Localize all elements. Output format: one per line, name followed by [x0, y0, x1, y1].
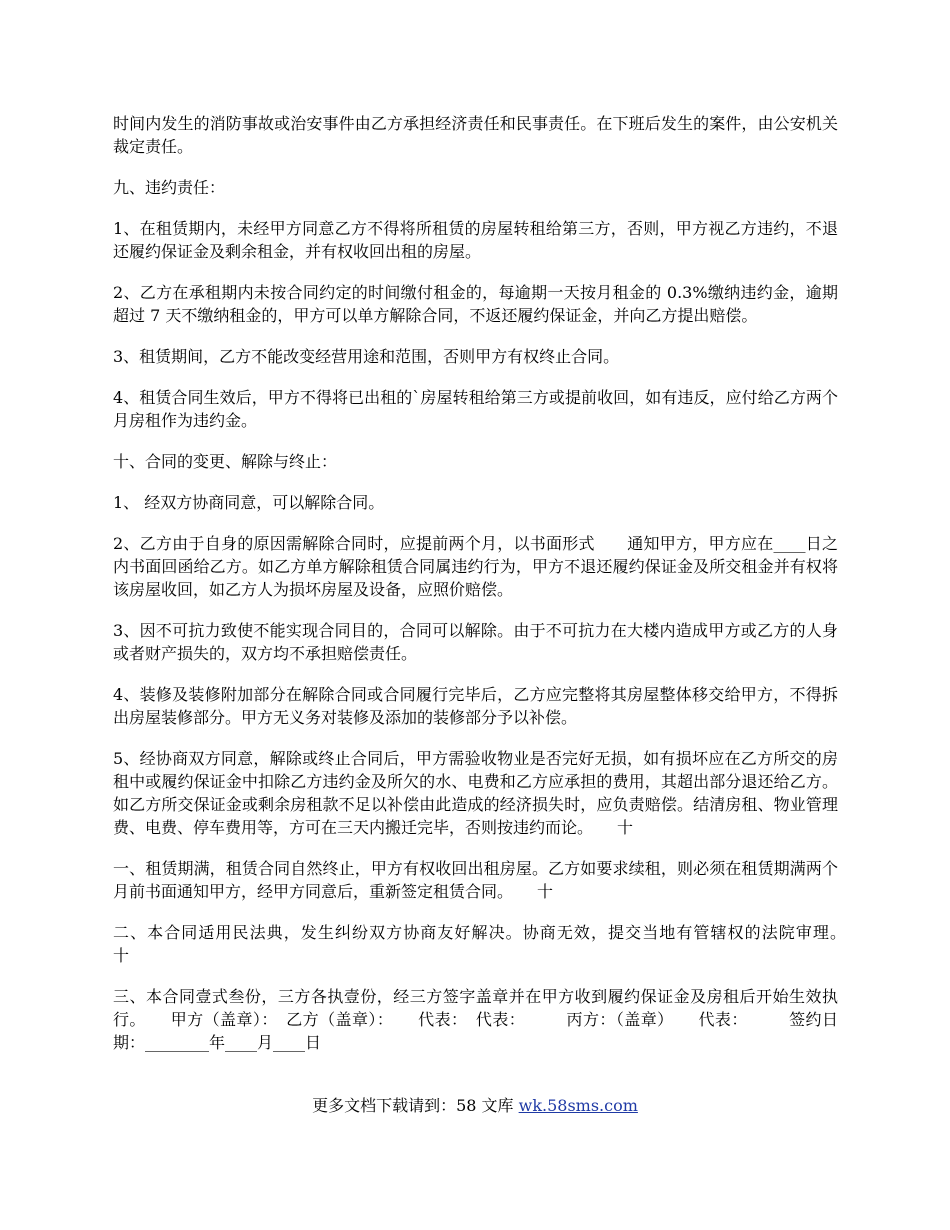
clause-9-1-sublease: 1、在租赁期内，未经甲方同意乙方不得将所租赁的房屋转租给第三方，否则，甲方视乙方违约，不退还履约保证金及剩余租金，并有权收回出租的房屋。: [113, 219, 838, 261]
clause-9-4-landlord-breach: 4、租赁合同生效后，甲方不得将已出租的`房屋转租给第三方或提前收回，如有违反，应付给乙方两个月房租作为违约金。: [113, 388, 838, 430]
paragraph-fire-safety-liability: 时间内发生的消防事故或治安事件由乙方承担经济责任和民事责任。在下班后发生的案件，由公安机关裁定责任。: [113, 114, 838, 156]
clause-9-3-usage: 3、租赁期间，乙方不能改变经营用途和范围，否则甲方有权终止合同。: [113, 347, 620, 366]
document-body: [113, 112, 871, 1072]
clause-10-1-mutual-termination: 1、 经双方协商同意，可以解除合同。: [113, 493, 385, 512]
clause-10-5-inspection: 5、经协商双方同意，解除或终止合同后，甲方需验收物业是否完好无损，如有损坏应在乙方所交的房租中或履约保证金中扣除乙方违约金及所欠的水、电费和乙方应承担的费用，其超出部分退还给乙方。如乙方所交保证金或剩余房租款不足以补偿由此造成的经济损失时，应负责赔偿。结清房租、物业管理费、电费、停车费用等，方可在三天内搬迁完毕，否则按违约而论。 十: [113, 749, 838, 837]
footer-text: 更多文档下载请到：58 文库: [312, 1096, 519, 1115]
clause-11-expiry: 一、租赁期满，租赁合同自然终止，甲方有权收回出租房屋。乙方如要求续租，则必须在租赁期满两个月前书面通知甲方，经甲方同意后，重新签定租赁合同。 十: [113, 859, 838, 901]
section-heading-breach-liability: 九、违约责任：: [113, 178, 226, 197]
page-footer: [0, 1094, 950, 1117]
clause-13-signatures: 三、本合同壹式叁份，三方各执壹份，经三方签字盖章并在甲方收到履约保证金及房租后开始生效执行。 甲方（盖章）： 乙方（盖章）： 代表： 代表： 丙方：（盖章） 代表： 签约日期：________年____月____日: [113, 987, 838, 1052]
clause-12-governing-law: 二、本合同适用民法典，发生纠纷双方协商友好解决。协商无效，提交当地有管辖权的法院审理。 十: [113, 923, 871, 965]
clause-10-4-renovation: 4、装修及装修附加部分在解除合同或合同履行完毕后，乙方应完整将其房屋整体移交给甲方，不得拆出房屋装修部分。甲方无义务对装修及添加的装修部分予以补偿。: [113, 685, 838, 727]
clause-9-2-late-rent: 2、乙方在承租期内未按合同约定的时间缴付租金的，每逾期一天按月租金的 0.3%缴纳违约金，逾期超过 7 天不缴纳租金的，甲方可以单方解除合同，不返还履约保证金，并向乙方提出赔偿。: [113, 283, 838, 325]
clause-10-3-force-majeure: 3、因不可抗力致使不能实现合同目的，合同可以解除。由于不可抗力在大楼内造成甲方或乙方的人身或者财产损失的，双方均不承担赔偿责任。: [113, 621, 838, 663]
section-heading-contract-change: 十、合同的变更、解除与终止：: [113, 452, 338, 471]
footer-link[interactable]: wk.58sms.com: [518, 1096, 638, 1115]
clause-10-2-tenant-termination: 2、乙方由于自身的原因需解除合同时，应提前两个月，以书面形式 通知甲方，甲方应在____日之内书面回函给乙方。如乙方单方解除租赁合同属违约行为，甲方不退还履约保证金及所交租金并有权将该房屋收回，如乙方人为损坏房屋及设备，应照价赔偿。: [113, 534, 838, 599]
